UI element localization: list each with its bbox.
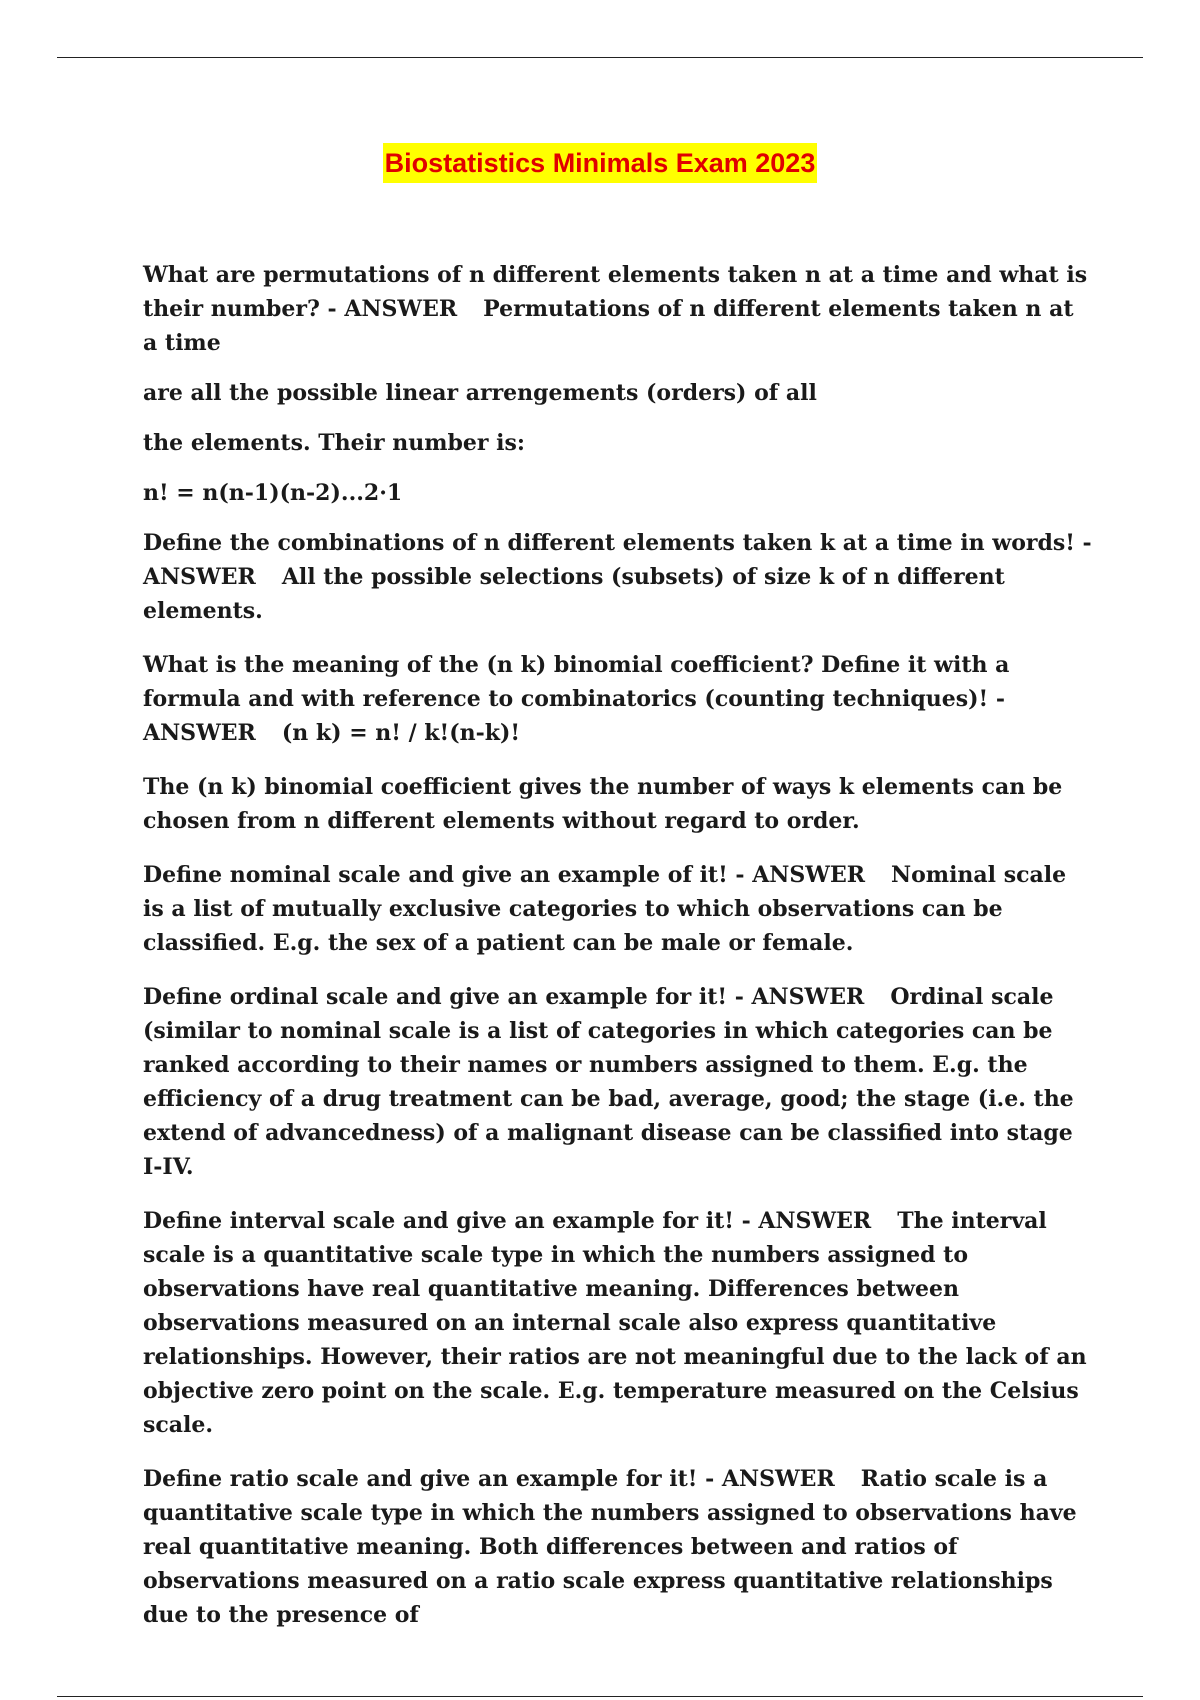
question-1: What are permutations of n different elements taken n at a time and what is their number? - ANSWER	[143, 262, 1088, 322]
title-container	[0, 143, 1200, 183]
qa-block-1	[143, 258, 1093, 360]
answer-2: All the possible selections (subsets) of size k of n different elements.	[143, 564, 1005, 624]
qa-block-5	[143, 980, 1093, 1184]
question-7: Define ratio scale and give an example for it! - ANSWER	[143, 1466, 835, 1492]
answer-5: Ordinal scale (similar to nominal scale is a list of categories in which categories can be ranked according to their names or numbers assigned to them. E.g. the efficiency of a drug treatment can be bad, average, good; the stage (i.e. the extend of advancedness) of a malignant disease can be classified into stage I-IV.	[143, 984, 1074, 1180]
top-rule	[57, 57, 1143, 58]
answer-3: (n k) = n! / k!(n-k)!	[281, 720, 521, 746]
answer-1-line-3: the elements. Their number is:	[143, 430, 526, 456]
bottom-rule	[57, 1696, 1143, 1697]
qa-block-3	[143, 648, 1093, 750]
qa-block-6	[143, 1204, 1093, 1442]
qa-block-4	[143, 858, 1093, 960]
question-5: Define ordinal scale and give an example for it! - ANSWER	[143, 984, 865, 1010]
question-3: What is the meaning of the (n k) binomial coefficient? Define it with a formula and with reference to combinatorics (counting techniques)! - ANSWER	[143, 652, 1010, 746]
question-2: Define the combinations of n different elements taken k at a time in words! - ANSWER	[143, 530, 1092, 590]
answer-1-line-1: Permutations of n different elements taken n at a time	[143, 296, 1074, 356]
document-body	[143, 258, 1093, 1632]
question-6: Define interval scale and give an example for it! - ANSWER	[143, 1208, 872, 1234]
answer-4: Nominal scale is a list of mutually exclusive categories to which observations can be classified. E.g. the sex of a patient can be male or female.	[143, 862, 1067, 956]
answer-1-line-2: are all the possible linear arrengements (orders) of all	[143, 380, 817, 406]
answer-3-extra: The (n k) binomial coefficient gives the number of ways k elements can be chosen from n different elements without regard to order.	[143, 774, 1063, 834]
question-4: Define nominal scale and give an example of it! - ANSWER	[143, 862, 866, 888]
qa-block-2	[143, 526, 1093, 628]
qa-block-7	[143, 1462, 1093, 1632]
document-title: Biostatistics Minimals Exam 2023	[383, 143, 818, 183]
answer-1-formula: n! = n(n-1)(n-2)...2·1	[143, 480, 403, 506]
answer-7: Ratio scale is a quantitative scale type in which the numbers assigned to observations have real quantitative meaning. Both differences between and ratios of observations measured on a ratio scale express quantitative relationships due to the presence of	[143, 1466, 1077, 1628]
answer-6: The interval scale is a quantitative scale type in which the numbers assigned to observations have real quantitative meaning. Differences between observations measured on an internal scale also express quantitative relationships. However, their ratios are not meaningful due to the lack of an objective zero point on the scale. E.g. temperature measured on the Celsius scale.	[143, 1208, 1087, 1438]
